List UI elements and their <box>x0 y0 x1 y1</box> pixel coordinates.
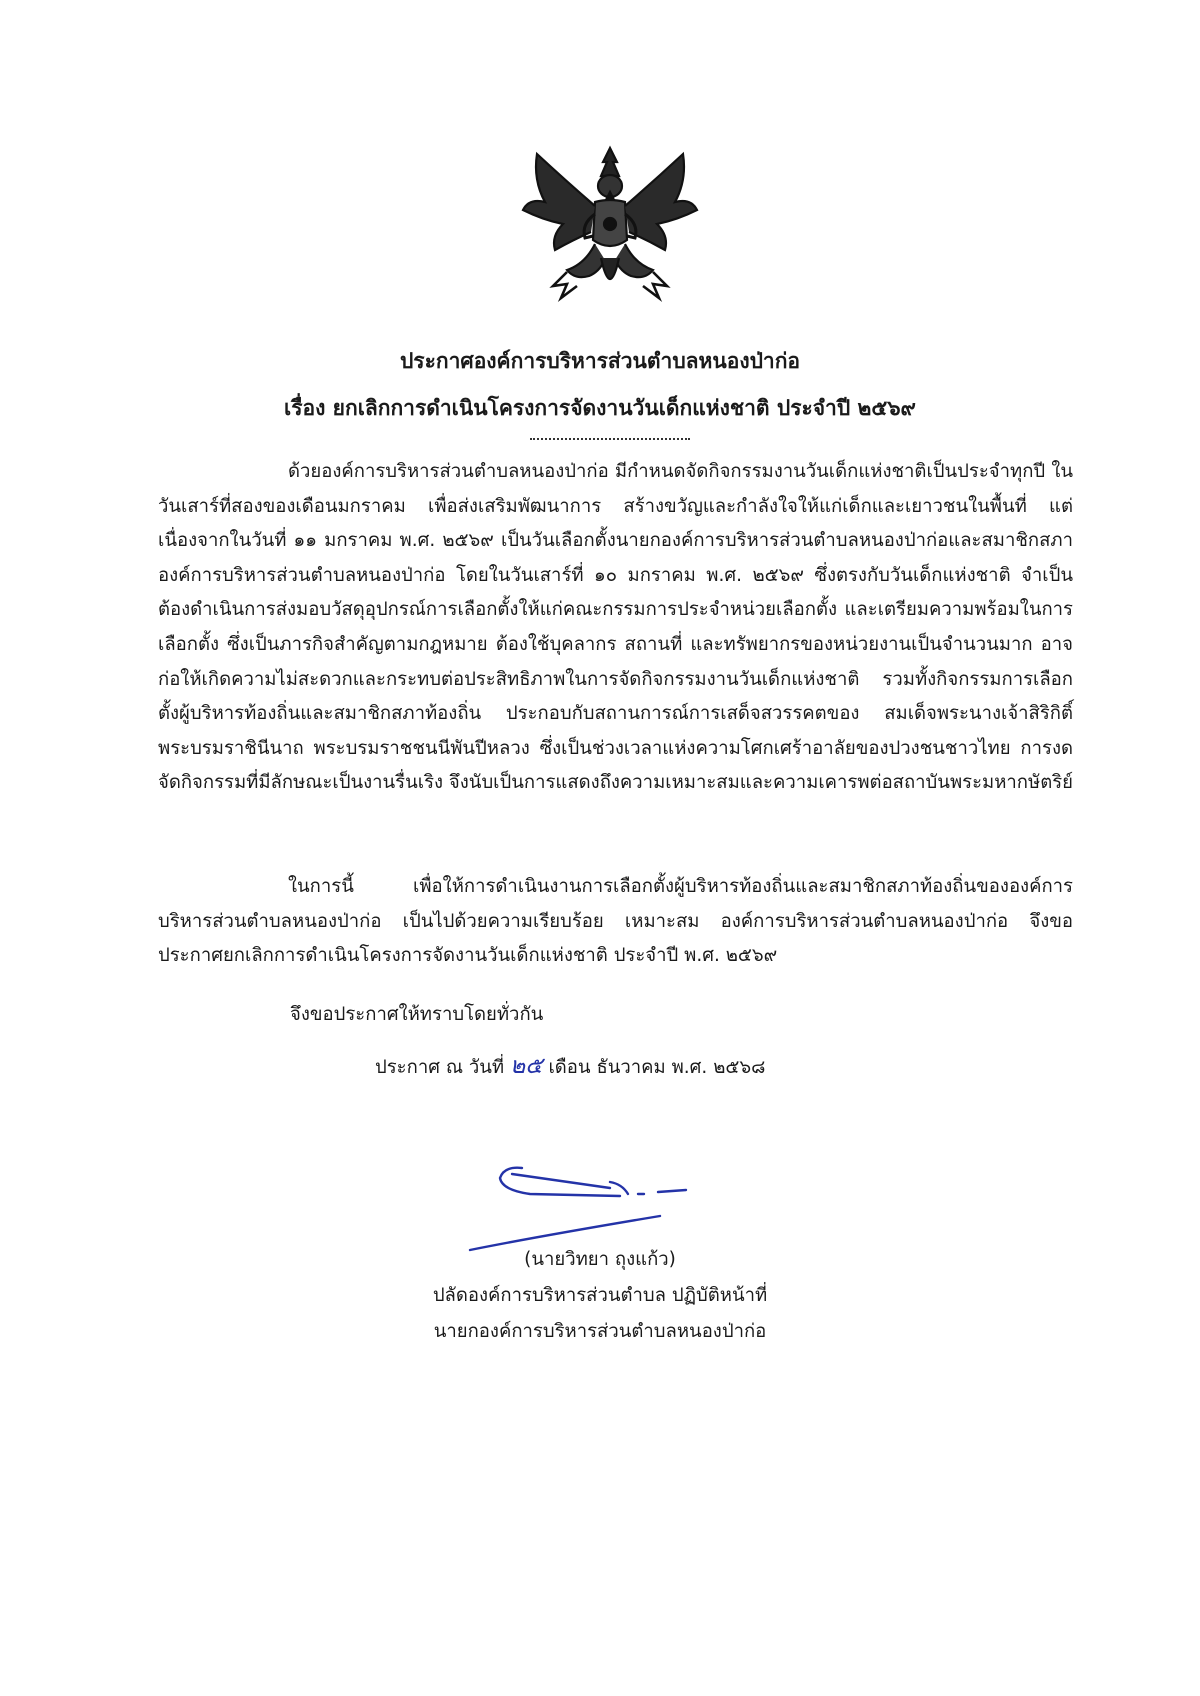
signature-icon <box>460 1150 710 1260</box>
date-day-handwritten: ๒๕ <box>510 1053 543 1079</box>
body-paragraph-1: ด้วยองค์การบริหารส่วนตำบลหนองป่าก่อ มีกำหนดจัดกิจกรรมงานวันเด็กแห่งชาติเป็นประจำทุกปี ในวันเสาร์ที่สองของเดือนมกราคม เพื่อส่งเสริมพัฒนาการ สร้างขวัญและกำลังใจให้แก่เด็กและเยาวชนในพื้นที่ แต่เนื่องจากในวันที่ ๑๑ มกราคม พ.ศ. ๒๕๖๙ เป็นวันเลือกตั้งนายกองค์การบริหารส่วนตำบลหนองป่าก่อและสมาชิกสภาองค์การบริหารส่วนตำบลหนองป่าก่อ โดยในวันเสาร์ที่ ๑๐ มกราคม พ.ศ. ๒๕๖๙ ซึ่งตรงกับวันเด็กแห่งชาติ จำเป็นต้องดำเนินการส่งมอบวัสดุอุปกรณ์การเลือกตั้งให้แก่คณะกรรมการประจำหน่วยเลือกตั้ง และเตรียมความพร้อมในการเลือกตั้ง ซึ่งเป็นภารกิจสำคัญตามกฎหมาย ต้องใช้บุคลากร สถานที่ และทรัพยากรของหน่วยงานเป็นจำนวนมาก อาจก่อให้เกิดความไม่สะดวกและกระทบต่อประสิทธิภาพในการจัดกิจกรรมงานวันเด็กแห่งชาติ รวมทั้งกิจกรรมการเลือกตั้งผู้บริหารท้องถิ่นและสมาชิกสภาท้องถิ่น ประกอบกับสถานการณ์การเสด็จสวรรคตของ สมเด็จพระนางเจ้าสิริกิติ์ พระบรมราชินีนาถ พระบรมราชชนนีพันปีหลวง ซึ่งเป็นช่วงเวลาแห่งความโศกเศร้าอาลัยของปวงชนชาวไทย การงดจัดกิจกรรมที่มีลักษณะเป็นงานรื่นเริง จึงนับเป็นการแสดงถึงความเหมาะสมและความเคารพต่อสถาบันพระมหากษัตริย์ <box>158 461 1073 794</box>
announcement-date <box>375 1048 765 1084</box>
closing-line: จึงขอประกาศให้ทราบโดยทั่วกัน <box>290 1004 544 1025</box>
date-prefix: ประกาศ ณ วันที่ <box>375 1057 505 1078</box>
document-subject: เรื่อง ยกเลิกการดำเนินโครงการจัดงานวันเด็กแห่งชาติ ประจำปี ๒๕๖๙ <box>284 396 916 420</box>
title-divider <box>530 438 690 440</box>
signer-position: ปลัดองค์การบริหารส่วนตำบล ปฏิบัติหน้าที่ <box>432 1285 768 1306</box>
date-suffix: เดือน ธันวาคม พ.ศ. ๒๕๖๘ <box>548 1057 766 1078</box>
signer-name: (นายวิทยา ถุงแก้ว) <box>524 1249 676 1270</box>
document-title: ประกาศองค์การบริหารส่วนตำบลหนองป่าก่อ <box>399 349 801 373</box>
garuda-emblem-icon <box>515 140 705 310</box>
signer-acting-position: นายกองค์การบริหารส่วนตำบลหนองป่าก่อ <box>433 1321 767 1342</box>
body-paragraph-2: ในการนี้ เพื่อให้การดำเนินงานการเลือกตั้งผู้บริหารท้องถิ่นและสมาชิกสภาท้องถิ่นขององค์การบริหารส่วนตำบลหนองป่าก่อ เป็นไปด้วยความเรียบร้อย เหมาะสม องค์การบริหารส่วนตำบลหนองป่าก่อ จึงขอประกาศยกเลิกการดำเนินโครงการจัดงานวันเด็กแห่งชาติ ประจำปี พ.ศ. ๒๕๖๙ <box>158 876 1073 967</box>
